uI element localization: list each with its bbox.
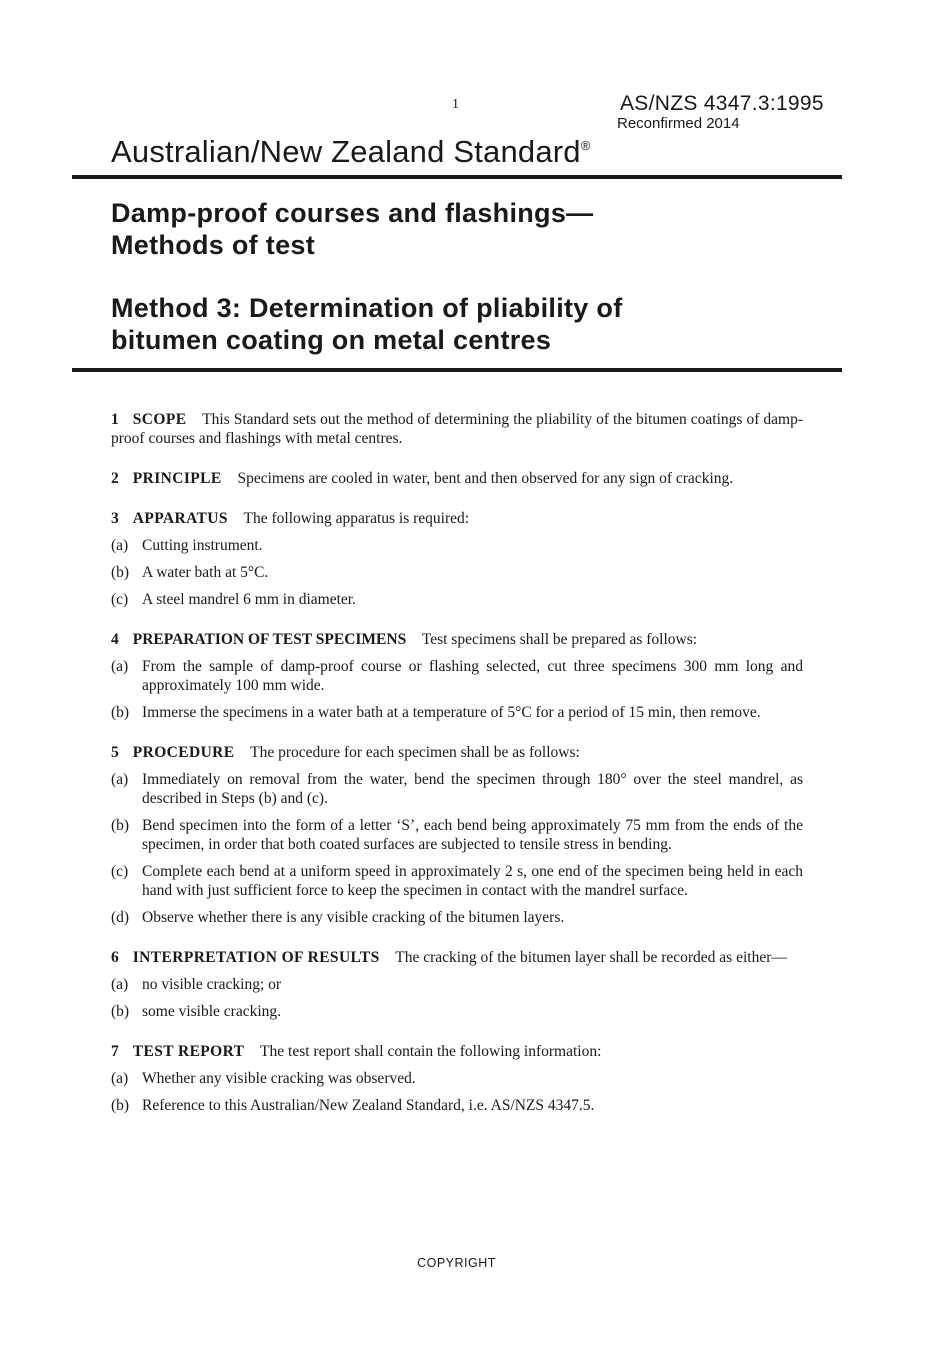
section-paragraph [111, 948, 803, 967]
list-item [111, 862, 803, 900]
list-item-label: (a) [111, 1070, 129, 1087]
section-number: 4 [111, 631, 119, 648]
section-heading: PREPARATION OF TEST SPECIMENS [132, 631, 407, 648]
registered-mark: ® [580, 138, 591, 153]
list-item-text: no visible cracking; or [142, 976, 282, 993]
list-item-text: Immerse the specimens in a water bath at a temperature of 5°C for a period of 15 min, then remove. [142, 704, 761, 721]
section-number: 7 [111, 1043, 119, 1060]
section-apparatus [111, 509, 803, 609]
section-number: 6 [111, 949, 119, 966]
section-heading: APPARATUS [132, 510, 228, 527]
list-item-text: From the sample of damp-proof course or flashing selected, cut three specimens 300 mm long and approximately 100 mm wide. [142, 658, 803, 694]
list-item-text: Bend specimen into the form of a letter ‘S’, each bend being approximately 75 mm from the ends of the specimen, in order that both coated surfaces are subjected to tensile stress in bending. [142, 817, 803, 853]
section-paragraph [111, 469, 803, 488]
reconfirmed-note: Reconfirmed 2014 [617, 115, 740, 132]
top-rule [72, 175, 842, 179]
list-item-text: some visible cracking. [142, 1003, 282, 1020]
section-text: The procedure for each specimen shall be as follows: [250, 744, 580, 761]
method-title [111, 292, 623, 356]
list-item [111, 657, 803, 695]
section-paragraph [111, 410, 803, 448]
list-item-label: (a) [111, 658, 129, 675]
list-item-label: (b) [111, 1003, 130, 1020]
section-text: Specimens are cooled in water, bent and then observed for any sign of cracking. [237, 470, 734, 487]
list-item-text: Observe whether there is any visible cracking of the bitumen layers. [142, 909, 565, 926]
standard-number: AS/NZS 4347.3:1995 [620, 92, 824, 115]
list-item-label: (a) [111, 771, 129, 788]
list-item-text: Complete each bend at a uniform speed in approximately 2 s, one end of the specimen being held in each hand with just sufficient force to keep the specimen in contact with the mandrel surface. [142, 863, 803, 899]
title-line-2: Methods of test [111, 230, 315, 260]
list-item-label: (b) [111, 704, 130, 721]
section-heading: SCOPE [132, 411, 187, 428]
list-item [111, 536, 803, 555]
list-item [111, 770, 803, 808]
section-paragraph [111, 1042, 803, 1061]
section-heading: INTERPRETATION OF RESULTS [132, 949, 380, 966]
section-heading: TEST REPORT [132, 1043, 245, 1060]
section-text: The following apparatus is required: [243, 510, 470, 527]
section-paragraph [111, 630, 803, 649]
section-principle [111, 469, 803, 488]
list-item [111, 590, 803, 609]
list-item-text: A water bath at 5°C. [142, 564, 269, 581]
list-item-text: Whether any visible cracking was observed. [142, 1070, 416, 1087]
list-item [111, 908, 803, 927]
section-text: This Standard sets out the method of determining the pliability of the bitumen coatings of damp-proof courses and flashings with metal centres. [111, 411, 803, 447]
list-item [111, 1069, 803, 1088]
series-title [111, 134, 591, 170]
list-item-text: Reference to this Australian/New Zealand Standard, i.e. AS/NZS 4347.5. [142, 1097, 595, 1114]
section-text: The cracking of the bitumen layer shall be recorded as either— [395, 949, 787, 966]
title-line-1: Damp-proof courses and flashings— [111, 198, 594, 228]
section-heading: PROCEDURE [132, 744, 235, 761]
title-rule [72, 368, 842, 372]
list-item [111, 816, 803, 854]
section-scope [111, 410, 803, 448]
list-item-label: (c) [111, 863, 129, 880]
series-title-text: Australian/New Zealand Standard [111, 134, 581, 169]
section-paragraph [111, 509, 803, 528]
list-item-label: (d) [111, 909, 130, 926]
list-item [111, 975, 803, 994]
copyright-footer: COPYRIGHT [417, 1256, 496, 1270]
list-item-text: Cutting instrument. [142, 537, 263, 554]
list-item [111, 563, 803, 582]
list-item [111, 703, 803, 722]
list-item-label: (c) [111, 591, 129, 608]
method-line-1: Method 3: Determination of pliability of [111, 293, 623, 323]
document-body [111, 410, 803, 1136]
section-text: Test specimens shall be prepared as follows: [421, 631, 698, 648]
list-item-text: Immediately on removal from the water, bend the specimen through 180° over the steel mandrel, as described in Steps (b) and (c). [142, 771, 803, 807]
section-test-report [111, 1042, 803, 1115]
list-item-label: (a) [111, 976, 129, 993]
section-number: 2 [111, 470, 119, 487]
section-number: 1 [111, 411, 119, 428]
section-number: 5 [111, 744, 119, 761]
section-interpretation [111, 948, 803, 1021]
list-item-label: (b) [111, 564, 130, 581]
section-text: The test report shall contain the following information: [260, 1043, 602, 1060]
list-item-label: (a) [111, 537, 129, 554]
list-item [111, 1002, 803, 1021]
list-item [111, 1096, 803, 1115]
list-item-text: A steel mandrel 6 mm in diameter. [142, 591, 356, 608]
page-number: 1 [452, 97, 459, 112]
section-preparation [111, 630, 803, 722]
document-title [111, 197, 593, 261]
section-procedure [111, 743, 803, 927]
section-number: 3 [111, 510, 119, 527]
section-heading: PRINCIPLE [132, 470, 222, 487]
list-item-label: (b) [111, 1097, 130, 1114]
list-item-label: (b) [111, 817, 130, 834]
method-line-2: bitumen coating on metal centres [111, 325, 552, 355]
section-paragraph [111, 743, 803, 762]
